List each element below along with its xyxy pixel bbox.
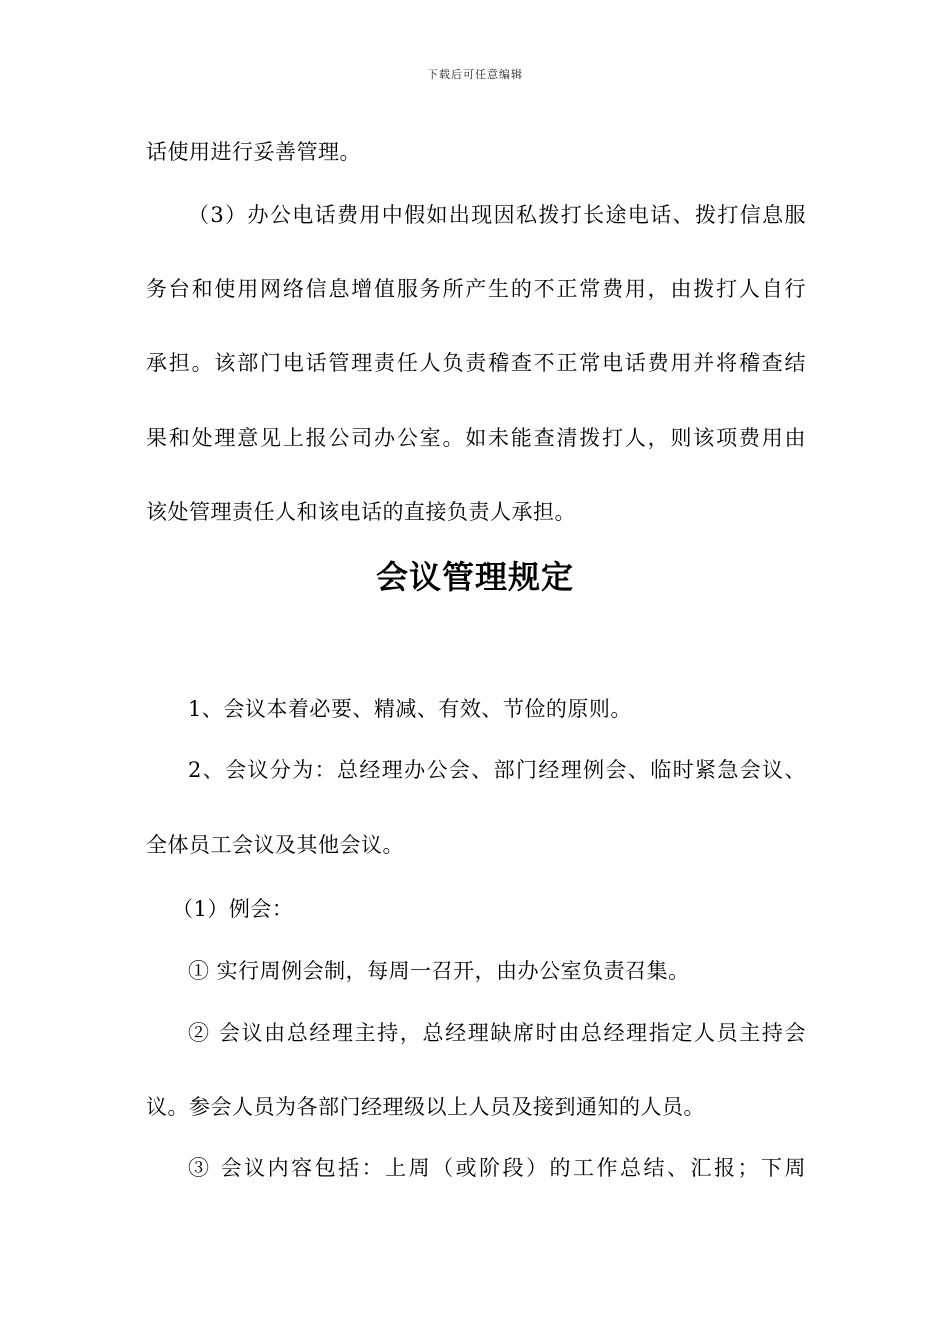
paragraph-line: 2、会议分为：总经理办公会、部门经理例会、临时紧急会议、 [188, 758, 806, 782]
paragraph-line: 承担。该部门电话管理责任人负责稽查不正常电话费用并将稽查结 [146, 351, 806, 375]
paragraph-line: ③ 会议内容包括：上周（或阶段）的工作总结、汇报；下周 [188, 1156, 806, 1180]
paragraph-line: （3）办公电话费用中假如出现因私拨打长途电话、拨打信息服 [188, 203, 806, 227]
paragraph-line: 议。参会人员为各部门经理级以上人员及接到通知的人员。 [146, 1095, 705, 1119]
section-title: 会议管理规定 [375, 558, 574, 596]
paragraph-line: （1）例会： [172, 897, 294, 921]
paragraph-line: 务台和使用网络信息增值服务所产生的不正常费用，由拨打人自行 [146, 277, 806, 301]
paragraph-line: 该处管理责任人和该电话的直接负责人承担。 [146, 500, 576, 524]
paragraph-line: 全体员工会议及其他会议。 [146, 833, 404, 857]
paragraph-line: 话使用进行妥善管理。 [146, 140, 361, 164]
paragraph-line: 1、会议本着必要、精减、有效、节俭的原则。 [188, 697, 632, 721]
paragraph-line: ② 会议由总经理主持，总经理缺席时由总经理指定人员主持会 [188, 1021, 806, 1045]
page-header-note: 下载后可任意编辑 [427, 68, 523, 81]
paragraph-line: 果和处理意见上报公司办公室。如未能查清拨打人，则该项费用由 [146, 426, 806, 450]
paragraph-line: ① 实行周例会制，每周一召开，由办公室负责召集。 [188, 959, 690, 983]
